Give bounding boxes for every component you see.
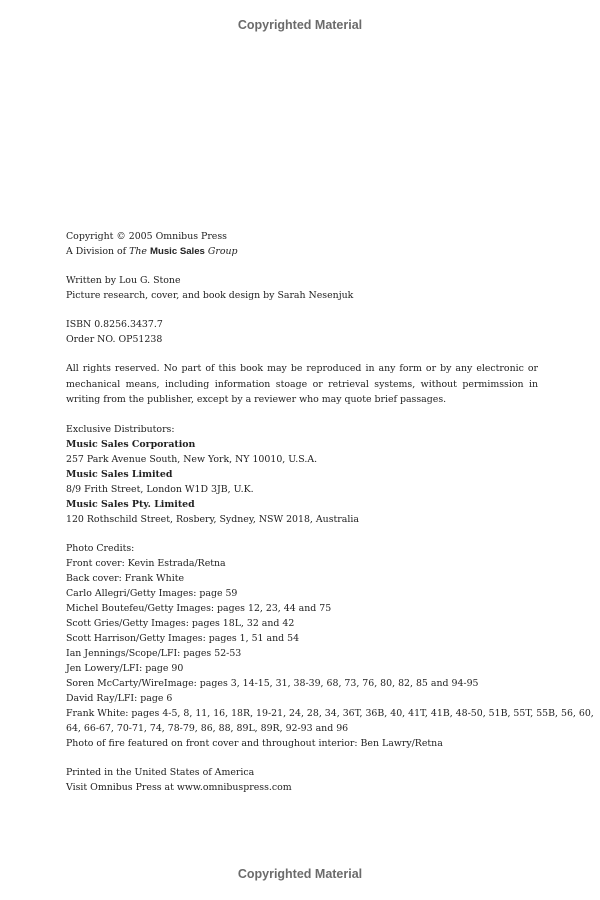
printed-in: Printed in the United States of America: [66, 766, 255, 778]
distributor-address: 257 Park Avenue South, New York, NY 10010, U.S.A.: [66, 453, 318, 465]
photo-credit-line: Soren McCarty/WireImage: pages 3, 14-15, 31, 38-39, 68, 73, 76, 80, 82, 85 and 94-95: [66, 677, 479, 689]
fire-photo-credit: Photo of fire featured on front cover and throughout interior: Ben Lawry/Retna: [66, 737, 443, 749]
publisher-website: Visit Omnibus Press at www.omnibuspress.com: [66, 781, 292, 793]
frank-white-credit-line2: 64, 66-67, 70-71, 74, 78-79, 86, 88, 89L, 89R, 92-93 and 96: [66, 722, 349, 734]
division-prefix: A Division of: [66, 246, 130, 257]
rights-notice: [66, 361, 538, 408]
frank-white-credit-line1: Frank White: pages 4-5, 8, 11, 16, 18R, 19-21, 24, 28, 34, 36T, 36B, 40, 41T, 41B, 48-50, 51B, 55T, 55B, 56, 60,: [66, 707, 594, 719]
id-block: [66, 317, 538, 347]
division-line: [66, 244, 538, 259]
copyright-line: Copyright © 2005 Omnibus Press: [66, 231, 227, 242]
photo-credit-line: Back cover: Frank White: [66, 572, 185, 584]
photo-credits-block: [66, 541, 594, 751]
photo-credit-line: David Ray/LFI: page 6: [66, 692, 173, 704]
photo-credit-line: Scott Harrison/Getty Images: pages 1, 51 and 54: [66, 632, 300, 644]
distributors-block: [66, 422, 538, 527]
copyright-block: [66, 229, 538, 259]
isbn: ISBN 0.8256.3437.7: [66, 319, 163, 330]
photo-credit-line: Front cover: Kevin Estrada/Retna: [66, 557, 226, 569]
division-brand: Music Sales: [149, 246, 205, 257]
distributor-address: 120 Rothschild Street, Rosbery, Sydney, NSW 2018, Australia: [66, 513, 359, 525]
copyright-page: [66, 229, 594, 809]
photo-credit-line: Jen Lowery/LFI: page 90: [66, 662, 184, 674]
photo-credits-heading: Photo Credits:: [66, 542, 135, 554]
order-number: Order NO. OP51238: [66, 334, 163, 345]
distributor-address: 8/9 Frith Street, London W1D 3JB, U.K.: [66, 483, 254, 495]
distributors-heading: Exclusive Distributors:: [66, 423, 175, 435]
division-group: Group: [207, 246, 238, 257]
design-credit: Picture research, cover, and book design by Sarah Nesenjuk: [66, 290, 354, 301]
photo-credit-line: Michel Boutefeu/Getty Images: pages 12, 23, 44 and 75: [66, 602, 332, 614]
author-block: [66, 273, 538, 303]
distributor-name: Music Sales Corporation: [66, 438, 196, 450]
distributor-name: Music Sales Limited: [66, 468, 173, 480]
distributor-name: Music Sales Pty. Limited: [66, 498, 195, 510]
footer-block: [66, 765, 538, 795]
division-the: The: [129, 246, 147, 257]
photo-credit-line: Carlo Allegri/Getty Images: page 59: [66, 587, 238, 599]
written-by: Written by Lou G. Stone: [66, 275, 181, 286]
rights-text: All rights reserved. No part of this book may be reproduced in any form or by any electronic or mechanical means, including information stoage or retrieval systems, without permimssion in writing from the publisher, except by a reviewer who may quote brief passages.: [66, 363, 538, 406]
watermark-bottom: Copyrighted Material: [237, 867, 363, 881]
photo-credit-line: Ian Jennings/Scope/LFI: pages 52-53: [66, 647, 242, 659]
photo-credit-line: Scott Gries/Getty Images: pages 18L, 32 and 42: [66, 617, 295, 629]
watermark-top: Copyrighted Material: [237, 18, 363, 32]
